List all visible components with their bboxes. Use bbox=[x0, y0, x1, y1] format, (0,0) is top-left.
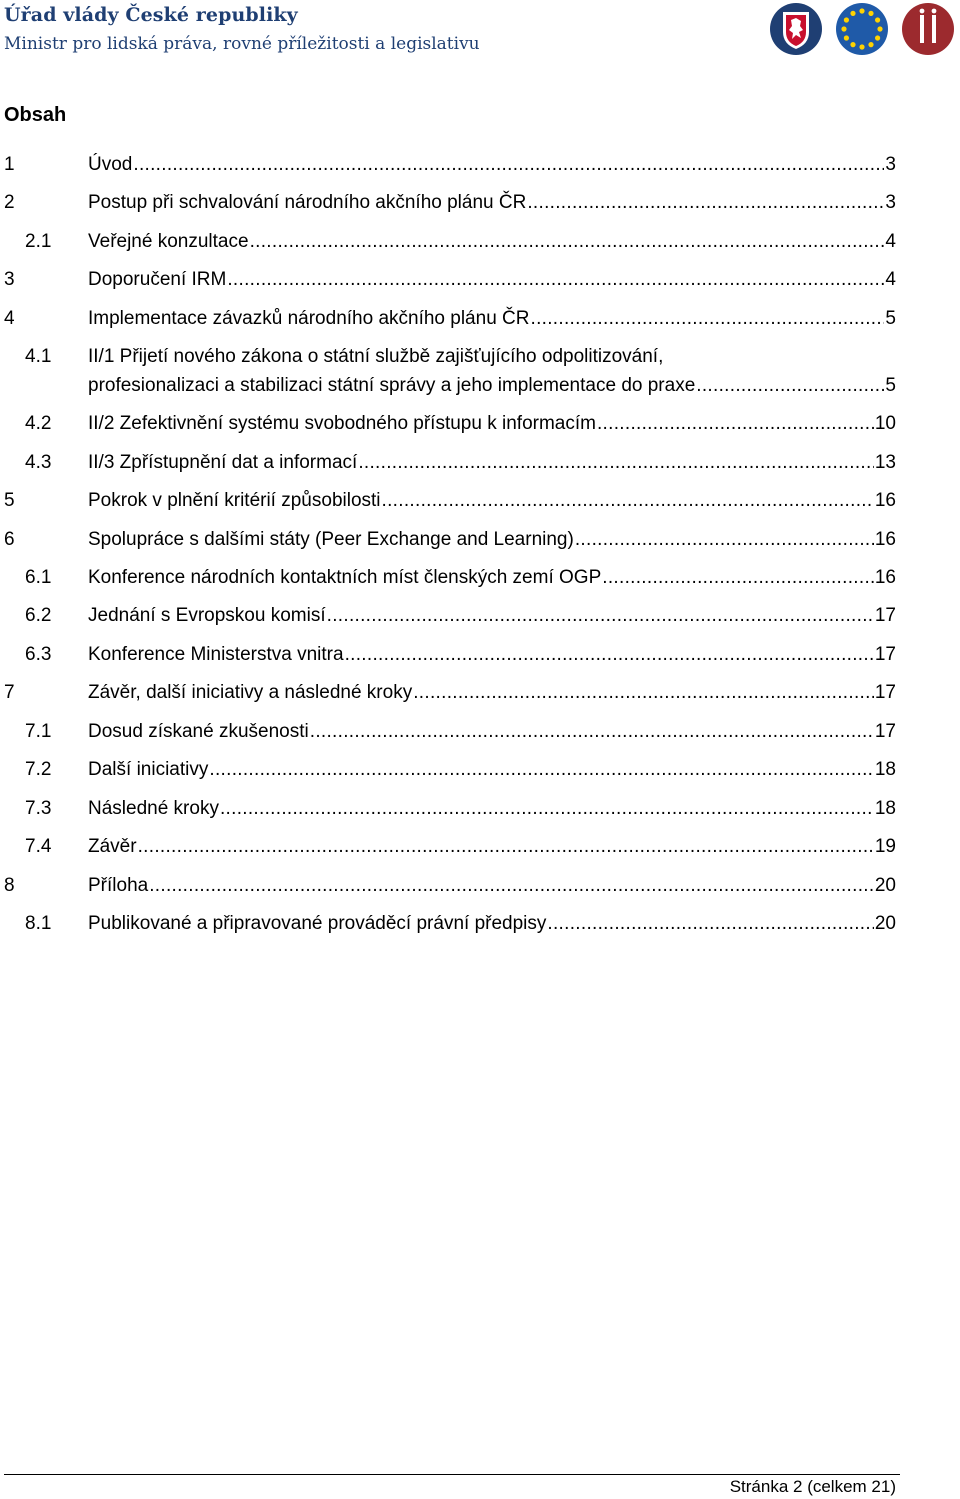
footer-page-number: Stránka 2 (celkem 21) bbox=[729, 1477, 896, 1496]
toc-dot-leader bbox=[345, 643, 874, 667]
toc-entry-number: 7.3 bbox=[25, 798, 52, 819]
toc-entry-number: 8 bbox=[4, 875, 15, 896]
toc-entry-page: 17 bbox=[874, 682, 896, 703]
toc-entry-number: 6.1 bbox=[25, 567, 52, 588]
toc-entry-number: 6.2 bbox=[25, 605, 52, 626]
toc-entry[interactable] bbox=[0, 191, 960, 215]
toc-entry-title: Publikované a připravované prováděcí právní předpisy bbox=[88, 913, 547, 934]
toc-entry-number: 1 bbox=[4, 154, 15, 175]
toc-entry-number: 7.4 bbox=[25, 836, 52, 857]
toc-entry-page: 13 bbox=[874, 452, 896, 473]
toc-entry-page: 20 bbox=[874, 913, 896, 934]
toc-entry[interactable] bbox=[0, 345, 960, 369]
toc-entry-number: 2 bbox=[4, 192, 15, 213]
toc-entry-page: 19 bbox=[874, 836, 896, 857]
toc-entry-page: 18 bbox=[874, 759, 896, 780]
header-subtitle: Ministr pro lidská práva, rovné příležitosti a legislativu bbox=[4, 34, 480, 54]
toc-entry-number: 5 bbox=[4, 490, 15, 511]
toc-dot-leader bbox=[138, 835, 874, 859]
document-header bbox=[4, 2, 960, 62]
toc-entry[interactable] bbox=[0, 268, 960, 292]
toc-entry-page: 5 bbox=[885, 375, 896, 396]
toc-entry-page: 5 bbox=[885, 308, 896, 329]
toc-entry[interactable] bbox=[0, 230, 960, 254]
toc-entry-number: 7 bbox=[4, 682, 15, 703]
toc-entry[interactable] bbox=[0, 566, 960, 590]
eu-stars-logo-icon bbox=[835, 2, 889, 56]
toc-dot-leader bbox=[602, 566, 874, 590]
toc-dot-leader bbox=[220, 797, 874, 821]
toc-entry-title: Postup při schvalování národního akčního plánu ČR bbox=[88, 192, 527, 213]
toc-entry-page: 4 bbox=[885, 231, 896, 252]
toc-dot-leader bbox=[575, 528, 874, 552]
toc-entry-page: 18 bbox=[874, 798, 896, 819]
toc-entry-page: 16 bbox=[874, 567, 896, 588]
toc-dot-leader bbox=[227, 268, 884, 292]
toc-entry-page: 16 bbox=[874, 529, 896, 550]
toc-entry-number: 2.1 bbox=[25, 231, 52, 252]
toc-dot-leader bbox=[250, 230, 885, 254]
toc-entry-page: 3 bbox=[885, 192, 896, 213]
toc-entry-title: profesionalizaci a stabilizaci státní správy a jeho implementace do praxe bbox=[88, 375, 696, 396]
toc-entry-number: 4.1 bbox=[25, 346, 52, 367]
toc-entry-title: Veřejné konzultace bbox=[88, 231, 249, 252]
toc-entry-title: Závěr bbox=[88, 836, 137, 857]
footer-divider bbox=[4, 1474, 900, 1475]
toc-entry-number: 8.1 bbox=[25, 913, 52, 934]
toc-dot-leader bbox=[597, 412, 874, 436]
toc-dot-leader bbox=[209, 758, 873, 782]
toc-entry[interactable] bbox=[0, 874, 960, 898]
czech-lion-logo-icon bbox=[769, 2, 823, 56]
toc-entry[interactable] bbox=[0, 489, 960, 513]
toc-entry[interactable] bbox=[0, 307, 960, 331]
toc-entry-title: Jednání s Evropskou komisí bbox=[88, 605, 326, 626]
toc-entry-page: 17 bbox=[874, 721, 896, 742]
toc-entry-title: Implementace závazků národního akčního plánu ČR bbox=[88, 308, 530, 329]
toc-entry[interactable] bbox=[0, 912, 960, 936]
toc-dot-leader bbox=[358, 451, 874, 475]
toc-entry[interactable] bbox=[0, 758, 960, 782]
toc-dot-leader bbox=[149, 874, 874, 898]
toc-entry-title: Příloha bbox=[88, 875, 149, 896]
toc-entry[interactable] bbox=[0, 720, 960, 744]
toc-dot-leader bbox=[310, 720, 874, 744]
toc-entry-number: 7.2 bbox=[25, 759, 52, 780]
toc-entry[interactable] bbox=[0, 835, 960, 859]
toc-entry-number: 6.3 bbox=[25, 644, 52, 665]
toc-entry-page: 17 bbox=[874, 605, 896, 626]
toc-entry-title: II/2 Zefektivnění systému svobodného přístupu k informacím bbox=[88, 413, 596, 434]
toc-entry[interactable] bbox=[0, 412, 960, 436]
toc-dot-leader bbox=[413, 681, 874, 705]
toc-entry-title: II/3 Zpřístupnění dat a informací bbox=[88, 452, 358, 473]
toc-entry-title: Konference národních kontaktních míst členských zemí OGP bbox=[88, 567, 602, 588]
toc-entry-page: 4 bbox=[885, 269, 896, 290]
toc-entry-number: 3 bbox=[4, 269, 15, 290]
toc-entry-title: Pokrok v plnění kritérií způsobilosti bbox=[88, 490, 381, 511]
toc-dot-leader bbox=[382, 489, 874, 513]
toc-dot-leader bbox=[530, 307, 884, 331]
toc-entry-title: Další iniciativy bbox=[88, 759, 209, 780]
toc-entry-number: 4.3 bbox=[25, 452, 52, 473]
toc-entry[interactable] bbox=[0, 643, 960, 667]
toc-entry-page: 10 bbox=[874, 413, 896, 434]
toc-entry[interactable] bbox=[0, 153, 960, 177]
toc-entry-number: 6 bbox=[4, 529, 15, 550]
toc-dot-leader bbox=[696, 374, 884, 398]
toc-entry-title: Závěr, další iniciativy a následné kroky bbox=[88, 682, 413, 703]
toc-entry-title: Doporučení IRM bbox=[88, 269, 227, 290]
toc-dot-leader bbox=[527, 191, 884, 215]
toc-dot-leader bbox=[547, 912, 873, 936]
toc-dot-leader bbox=[327, 604, 874, 628]
ogp-logo-icon bbox=[901, 2, 955, 56]
toc-entry-page: 20 bbox=[874, 875, 896, 896]
toc-entry-title-line1: II/1 Přijetí nového zákona o státní službě zajišťujícího odpolitizování, bbox=[88, 346, 664, 367]
toc-entry-page: 17 bbox=[874, 644, 896, 665]
toc-entry-title: Úvod bbox=[88, 154, 133, 175]
toc-entry[interactable] bbox=[0, 451, 960, 475]
toc-entry[interactable] bbox=[0, 604, 960, 628]
toc-entry-number: 7.1 bbox=[25, 721, 52, 742]
toc-entry-page: 16 bbox=[874, 490, 896, 511]
toc-entry-continuation[interactable] bbox=[0, 374, 960, 398]
toc-entry-number: 4.2 bbox=[25, 413, 52, 434]
toc-entry[interactable] bbox=[0, 797, 960, 821]
toc-dot-leader bbox=[133, 153, 884, 177]
toc-entry-title: Spolupráce s dalšími státy (Peer Exchange and Learning) bbox=[88, 529, 574, 550]
toc-entry[interactable] bbox=[0, 528, 960, 552]
toc-entry[interactable] bbox=[0, 681, 960, 705]
toc-entry-title: Konference Ministerstva vnitra bbox=[88, 644, 344, 665]
toc-entry-number: 4 bbox=[4, 308, 15, 329]
toc-entry-title: Následné kroky bbox=[88, 798, 219, 819]
toc-entry-title: Dosud získané zkušenosti bbox=[88, 721, 309, 742]
toc-entry-page: 3 bbox=[885, 154, 896, 175]
toc-heading: Obsah bbox=[4, 104, 67, 126]
header-title: Úřad vlády České republiky bbox=[4, 4, 298, 26]
